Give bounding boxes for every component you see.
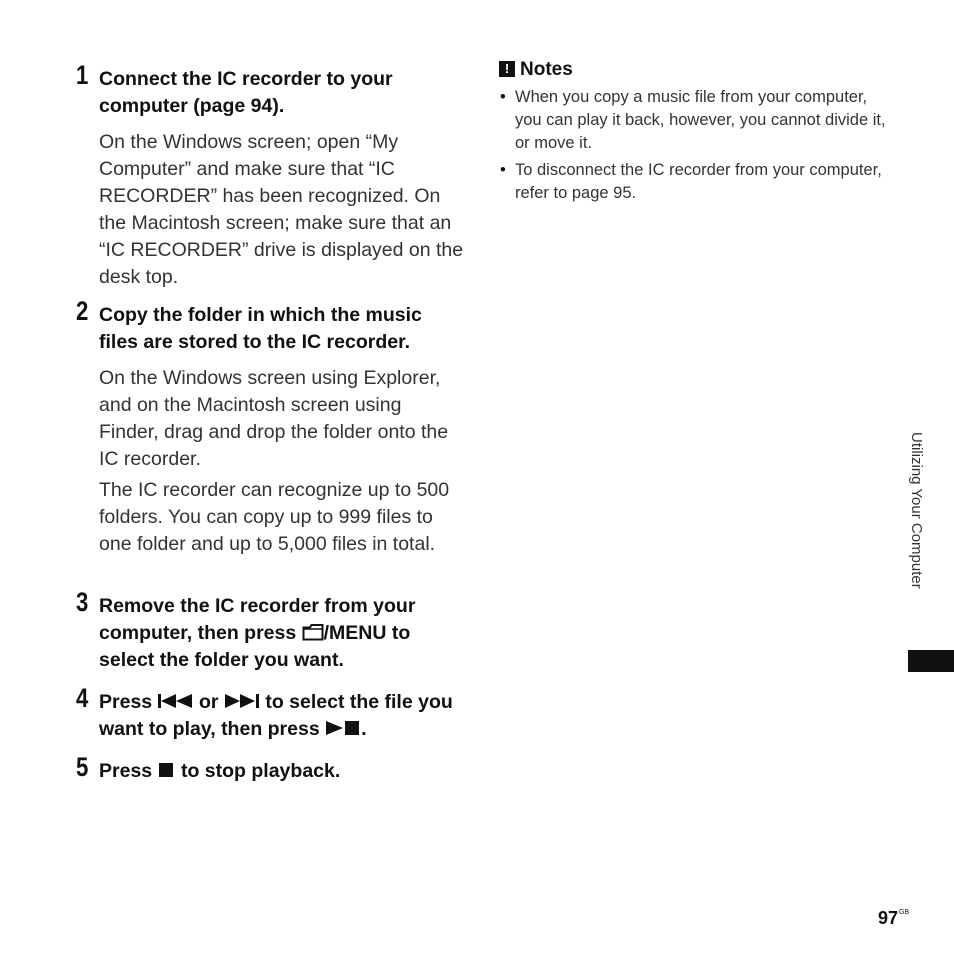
step-number: 2: [76, 296, 89, 326]
notes-heading: [499, 58, 889, 82]
step-heading: Copy the folder in which the music files are stored to the IC recorder.: [99, 304, 422, 353]
step-number: 4: [76, 683, 89, 713]
list-item: [499, 159, 889, 205]
step-heading-text: Press: [99, 760, 158, 782]
step-heading-text: /MENU to select the folder you want.: [99, 622, 411, 671]
section-label-text: Utilizing Your Computer: [908, 432, 925, 589]
step-heading: Connect the IC recorder to your computer (page 94).: [99, 68, 393, 117]
list-item: [499, 86, 889, 155]
notes-title: Notes: [520, 59, 573, 80]
note-text: To disconnect the IC recorder from your computer, refer to page 95.: [515, 161, 882, 202]
step-number: 3: [76, 587, 89, 617]
section-label: [905, 432, 929, 642]
step-3: [76, 587, 466, 674]
note-icon: !: [499, 61, 515, 77]
bullet-icon: •: [500, 161, 506, 179]
step-heading: [99, 689, 466, 743]
page-number-value: 97: [878, 908, 899, 928]
step-paragraph: On the Windows screen using Explorer, and on the Macintosh screen using Finder, drag and drop the folder onto the IC recorder.: [99, 367, 449, 470]
bullet-icon: •: [500, 88, 506, 106]
next-track-icon: [224, 693, 260, 709]
step-heading: [99, 593, 466, 674]
step-2: [76, 296, 466, 558]
section-tab-marker: [908, 650, 954, 672]
step-1: [76, 60, 466, 291]
page-number: [878, 908, 909, 929]
notes-section: [499, 58, 889, 209]
step-heading-text: .: [361, 718, 367, 740]
step-heading-text: Press: [99, 691, 158, 713]
folder-icon: [302, 623, 324, 641]
step-number: 5: [76, 752, 89, 782]
previous-track-icon: [158, 693, 194, 709]
step-paragraph: On the Windows screen; open “My Computer” and make sure that “IC RECORDER” has been recognized. On the Macintosh screen; make sure that an “IC RECORDER” drive is displayed on the desk top.: [99, 131, 464, 288]
play-stop-icon: [325, 720, 361, 736]
notes-list: [499, 86, 889, 205]
step-paragraph: The IC recorder can recognize up to 500 folders. You can copy up to 999 files to one folder and up to 5,000 files in total.: [99, 479, 450, 555]
step-heading-text: or: [193, 691, 224, 713]
step-5: [76, 752, 466, 785]
stop-icon: [158, 762, 176, 778]
step-heading-text: Remove the IC recorder from your computer, then press: [99, 595, 416, 644]
step-heading-text: to stop playback.: [175, 760, 341, 782]
step-number: 1: [76, 60, 89, 90]
step-4: [76, 683, 466, 743]
page-number-suffix: GB: [899, 909, 910, 916]
step-heading-text: to select the file you want to play, then press: [99, 691, 453, 740]
note-text: When you copy a music file from your computer, you can play it back, however, you cannot divide it, or move it.: [515, 88, 886, 152]
step-heading: [99, 758, 466, 785]
